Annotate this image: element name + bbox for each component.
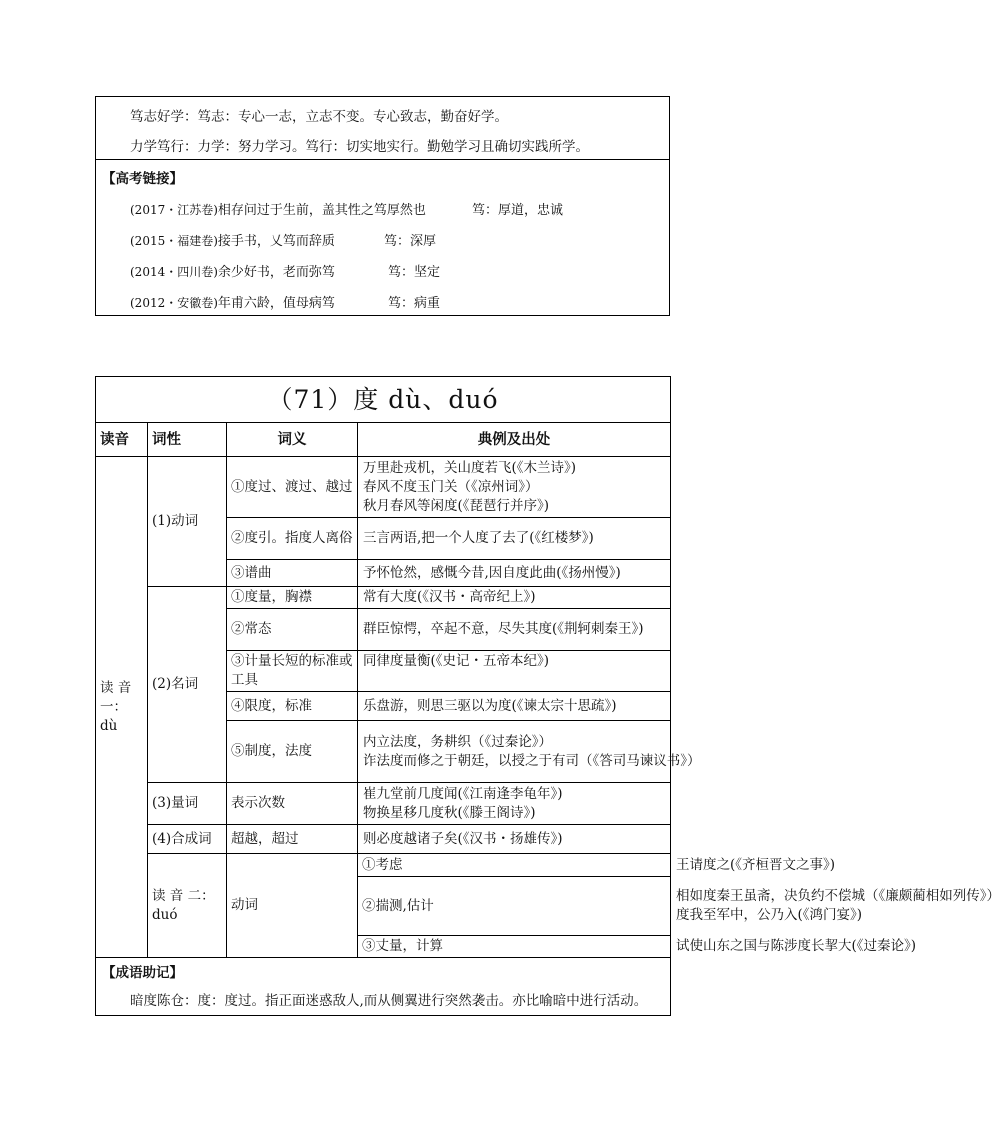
meaning-cell: 超越，超过	[227, 825, 358, 854]
footer-text: 暗度陈仓：度：度过。指正面迷惑敌人,而从侧翼进行突然袭击。亦比喻暗中进行活动。	[130, 993, 648, 1009]
pos-compound: (4)合成词	[148, 825, 227, 854]
meaning-cell: ③谱曲	[227, 560, 358, 587]
example-cell	[358, 560, 671, 587]
meaning-cell: ①度量，胸襟	[227, 587, 358, 609]
idiom-line-2: 力学笃行：力学：努力学习。笃行：切实地实行。勤勉学习且确切实践所学。	[130, 139, 589, 155]
example-cell	[358, 457, 671, 518]
exam-gloss: 笃：厚道，忠诚	[472, 203, 564, 218]
exam-gloss: 笃：病重	[388, 296, 441, 311]
divider	[96, 159, 669, 160]
example-line: 万里赴戎机，关山度若飞(《木兰诗》)	[363, 459, 577, 476]
meaning-cell: ②揣测,估计	[358, 877, 671, 936]
example-line: 常有大度(《汉书・高帝纪上》)	[363, 589, 536, 605]
word-table: （71）度 dù、duó 读音 词性 词义 典例及出处 读 音 一：dù (1)动词 ①度过、渡过、越过 万里赴戎机，关山度若飞(《木兰诗》) 春风不度玉门关（《凉州词》） 秋月春风等闲度(《琵琶行并序》) ②度引。指度人离俗 三言两语,把一个人度了去了(《红楼梦》) ③谱曲 予怀怆然，感慨今昔,因自度此曲(《扬州慢》) (2)名词 ①度量，胸襟 常有大度(《汉书・高帝纪上》) ②常态 群臣惊愕，卒起不意，尽失其度(《荆轲刺秦王》) ③计量长短的标准或工具 同律度量衡(《史记・五帝本纪》) ④限度，标准 乐盘游，则思三驱以为度(《谏太宗十思疏》) ⑤制度，法度 内立法度，务耕织（《过秦论》） 诈法度而修之于朝廷，以授之于有司（《答司马谏议书》） (3)量词 表示次数 崔九堂前几度闻(《江南逢李龟年》) 物换星移几度秋(《滕王阁诗》) (4)合成词 超越，超过 则必度越诸子矣(《汉书・扬雄传》) 读 音 二：duó 动词 ①考虑 王请度之(《齐桓晋文之事》) ②揣测,估计 相如度秦王虽斋，决负约不偿城（《廉颇蔺相如列传》） 度我至军中，公乃入(《鸿门宴》) ③丈量，计算 试使山东之国与陈涉度长挈大(《过秦论》) 【成语助记】 暗度陈仓：度：度过。指正面迷惑敌人,而从侧翼进行突然袭击。亦比喻暗中进行活动。	[95, 376, 671, 1016]
example-line: 同律度量衡(《史记・五帝本纪》)	[363, 653, 550, 669]
meaning-cell: ③计量长短的标准或工具	[227, 651, 358, 692]
meaning-cell: ③丈量，计算	[358, 936, 671, 958]
example-cell	[358, 721, 701, 783]
example-line: 春风不度玉门关（《凉州词》）	[363, 478, 539, 495]
table-title: （71）度 dù、duó	[96, 377, 671, 423]
exam-gloss: 笃：深厚	[384, 234, 437, 249]
exam-text: 余少好书，老而弥笃	[217, 265, 335, 280]
example-line: 三言两语,把一个人度了去了(《红楼梦》)	[363, 530, 594, 546]
footer-label: 【成语助记】	[102, 965, 183, 981]
header-pos: 词性	[148, 423, 227, 457]
exam-example	[130, 261, 335, 280]
example-line: 秋月春风等闲度(《琵琶行并序》)	[363, 497, 550, 514]
exam-text: 年甫六龄，值母病笃	[217, 296, 335, 311]
example-line: 群臣惊愕，卒起不意，尽失其度(《荆轲刺秦王》)	[363, 621, 644, 637]
reading-2: 读 音 二：duó	[148, 854, 227, 958]
example-cell	[358, 518, 671, 560]
example-line: 乐盘游，则思三驱以为度(《谏太宗十思疏》)	[363, 697, 617, 714]
exam-text: 相存问过于生前，盖其性之笃厚然也	[217, 203, 426, 218]
meaning-cell: ④限度，标准	[227, 692, 358, 721]
pos-noun: (2)名词	[148, 587, 227, 783]
example-line: 崔九堂前几度闻(《江南逢李龟年》)	[363, 785, 563, 802]
example-cell	[358, 609, 671, 651]
header-meaning: 词义	[227, 423, 358, 457]
pos-measure: (3)量词	[148, 783, 227, 825]
example-cell	[358, 587, 671, 609]
exam-example	[130, 199, 426, 218]
exam-example	[130, 292, 335, 311]
pos-verb: (1)动词	[148, 457, 227, 587]
example-line: 内立法度，务耕织（《过秦论》）	[363, 733, 552, 750]
exam-gloss: 笃：坚定	[388, 265, 441, 280]
exam-example	[130, 230, 335, 249]
example-line: 予怀怆然，感慨今昔,因自度此曲(《扬州慢》)	[363, 564, 621, 581]
exam-text: 接手书，乂笃而辞质	[217, 234, 335, 249]
meaning-cell: ②度引。指度人离俗	[227, 518, 358, 560]
pos-verb-2: 动词	[227, 854, 358, 958]
meaning-cell: 表示次数	[227, 783, 358, 825]
header-examples: 典例及出处	[358, 423, 671, 457]
example-line: 则必度越诸子矣(《汉书・扬雄传》)	[363, 830, 563, 847]
exam-source: (2012・安徽卷)	[130, 296, 218, 310]
exam-source: (2015・福建卷)	[130, 234, 218, 248]
meaning-cell: ⑤制度，法度	[227, 721, 358, 783]
exam-source: (2014・四川卷)	[130, 265, 218, 279]
example-cell	[358, 651, 671, 692]
header-reading: 读音	[96, 423, 148, 457]
example-cell	[358, 783, 671, 825]
exam-link-header: 【高考链接】	[102, 171, 183, 187]
idiom-line-1: 笃志好学：笃志：专心一志，立志不变。专心致志，勤奋好学。	[130, 109, 508, 125]
idiom-box	[95, 96, 670, 316]
meaning-cell: ②常态	[227, 609, 358, 651]
example-line: 诈法度而修之于朝廷，以授之于有司（《答司马谏议书》）	[363, 752, 701, 769]
reading-1: 读 音 一：dù	[96, 457, 148, 958]
meaning-cell: ①度过、渡过、越过	[227, 457, 358, 518]
exam-source: (2017・江苏卷)	[130, 203, 218, 217]
example-cell	[358, 692, 671, 721]
meaning-cell: ①考虑	[358, 854, 671, 877]
idiom-footer	[96, 958, 671, 1016]
example-cell	[358, 825, 671, 854]
example-line: 物换星移几度秋(《滕王阁诗》)	[363, 804, 536, 821]
